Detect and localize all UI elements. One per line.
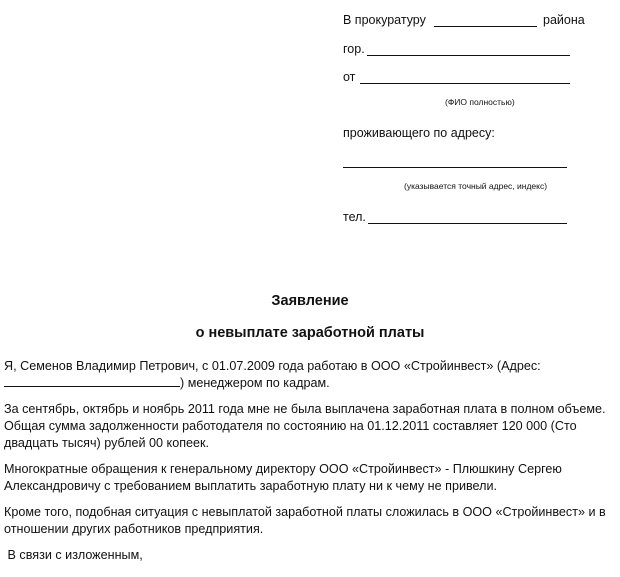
city-blank — [367, 55, 570, 56]
paragraph-conclusion — [4, 547, 620, 564]
paragraph-line: Александровичу с требованием выплатить заработную плату ни к чему не привели. — [4, 479, 498, 493]
phone-blank — [368, 223, 567, 224]
from-label: от — [343, 70, 356, 84]
paragraph-line: За сентябрь, октябрь и ноябрь 2011 года мне не была выплачена заработная плата в полном объеме. — [4, 402, 606, 416]
paragraph-line-suffix: ) менеджером по кадрам. — [180, 376, 330, 390]
paragraph-others — [4, 504, 620, 538]
paragraph-line: Многократные обращения к генеральному директору ООО «Стройинвест» - Плюшкину Сергею — [4, 462, 562, 476]
paragraph-line: Я, Семенов Владимир Петрович, с 01.07.2009 года работаю в ООО «Стройинвест» (Адрес: — [4, 359, 541, 373]
prosecutor-blank — [434, 26, 537, 27]
fio-hint: (ФИО полностью) — [445, 97, 515, 107]
address-hint: (указывается точный адрес, индекс) — [404, 181, 548, 191]
residing-label: проживающего по адресу: — [343, 126, 495, 140]
paragraph-line: отношении других работников предприятия. — [4, 522, 264, 536]
from-blank — [360, 83, 570, 84]
paragraph-line — [4, 375, 620, 392]
paragraph-line: Кроме того, подобная ситуация с невыплатой заработной платы сложилась в ООО «Стройинвест» и в — [4, 505, 606, 519]
paragraph-appeals — [4, 461, 620, 495]
phone-label: тел. — [343, 210, 366, 224]
city-label: гор. — [343, 42, 365, 56]
paragraph-line: двадцать тысяч) рублей 00 копеек. — [4, 436, 210, 450]
address-blank — [343, 167, 567, 168]
district-label: района — [543, 13, 585, 27]
document-title: Заявление — [271, 293, 349, 309]
prosecutor-label: В прокуратуру — [343, 13, 426, 27]
paragraph-line: Общая сумма задолженности работодателя по состоянию на 01.12.2011 составляет 120 000 (Сто — [4, 419, 577, 433]
company-address-blank — [4, 375, 180, 387]
document-subtitle: о невыплате заработной платы — [195, 325, 425, 341]
paragraph-debt — [4, 401, 620, 452]
paragraph-employment — [4, 358, 620, 392]
paragraph-line: В связи с изложенным, — [4, 548, 143, 562]
